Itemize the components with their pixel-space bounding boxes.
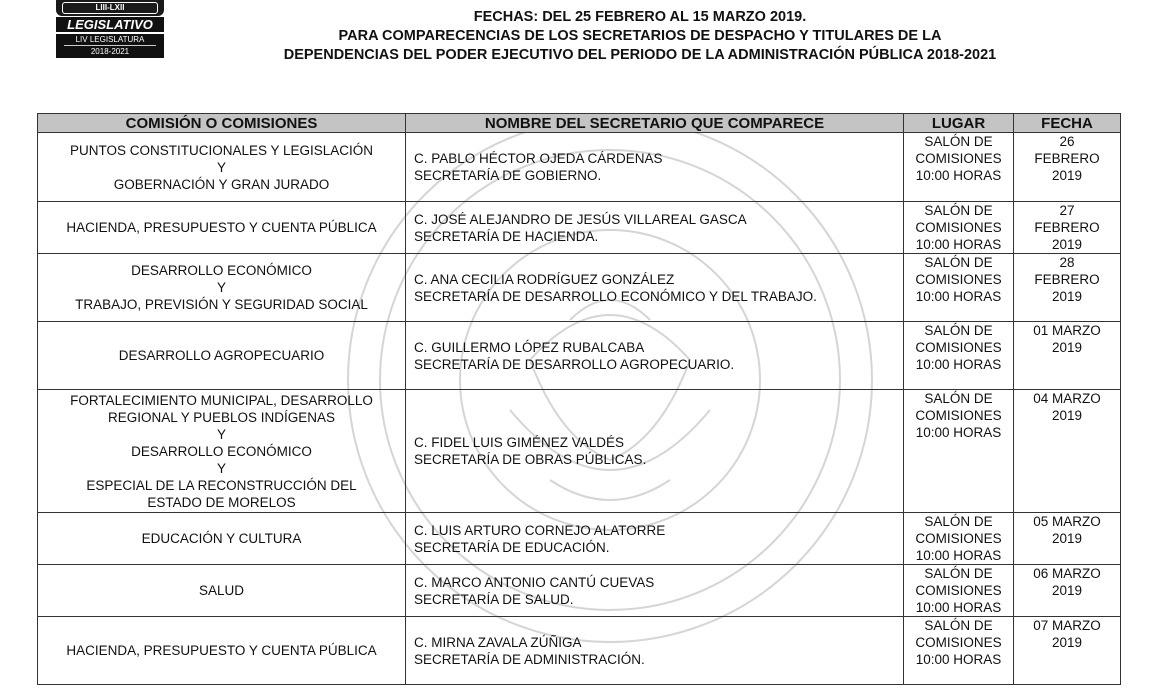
- place-line: 10:00 HORAS: [915, 237, 1002, 252]
- commission-line: Y: [216, 460, 226, 476]
- place-cell: [904, 202, 1014, 254]
- place-line: SALÓN DE: [924, 323, 993, 338]
- secretary-line: C. JOSÉ ALEJANDRO DE JESÚS VILLAREAL GASCA: [414, 211, 747, 227]
- logo-legislatura: LIV LEGISLATURA: [75, 35, 145, 44]
- place-line: COMISIONES: [915, 635, 1002, 650]
- secretary-line: SECRETARÍA DE HACIENDA.: [414, 228, 599, 244]
- place-line: 10:00 HORAS: [915, 652, 1002, 667]
- document-title: [160, 8, 1120, 65]
- date-line: 27: [1059, 203, 1075, 218]
- commission-line: FORTALECIMIENTO MUNICIPAL, DESARROLLO: [70, 392, 373, 408]
- place-line: COMISIONES: [915, 583, 1002, 598]
- date-cell: [1014, 202, 1121, 254]
- secretary-cell: [406, 254, 904, 322]
- commission-line: HACIENDA, PRESUPUESTO Y CUENTA PÚBLICA: [66, 220, 377, 235]
- secretary-line: C. LUIS ARTURO CORNEJO ALATORRE: [414, 522, 666, 538]
- commission-cell: [38, 565, 406, 617]
- logo-bottom-band: [56, 34, 164, 58]
- secretary-line: C. ANA CECILIA RODRÍGUEZ GONZÁLEZ: [414, 271, 675, 287]
- commission-cell: [38, 254, 406, 322]
- title-line-1: FECHAS: DEL 25 FEBRERO AL 15 MARZO 2019.: [473, 9, 807, 25]
- date-cell: [1014, 513, 1121, 565]
- secretary-cell: [406, 133, 904, 202]
- logo-top-band: [56, 0, 164, 16]
- commission-cell: [38, 133, 406, 202]
- date-line: 26: [1059, 134, 1075, 149]
- commission-line: GOBERNACIÓN Y GRAN JURADO: [113, 176, 330, 192]
- schedule-table: [37, 113, 1121, 685]
- logo-top-text: LIII-LXII: [62, 2, 158, 14]
- date-line: 01 MARZO: [1033, 323, 1101, 338]
- date-line: 2019: [1051, 340, 1083, 355]
- date-line: 2019: [1051, 408, 1083, 423]
- place-line: SALÓN DE: [924, 618, 993, 633]
- place-line: COMISIONES: [915, 220, 1002, 235]
- place-cell: [904, 322, 1014, 390]
- place-line: SALÓN DE: [924, 514, 993, 529]
- commission-line: Y: [216, 426, 226, 442]
- table-row: [38, 565, 1121, 617]
- date-line: 2019: [1051, 237, 1083, 252]
- date-cell: [1014, 565, 1121, 617]
- header-place: LUGAR: [904, 114, 1014, 133]
- secretary-cell: [406, 565, 904, 617]
- commission-cell: [38, 322, 406, 390]
- secretary-line: SECRETARÍA DE GOBIERNO.: [414, 168, 602, 183]
- commission-line: EDUCACIÓN Y CULTURA: [141, 531, 302, 546]
- secretary-cell: [406, 617, 904, 685]
- place-line: COMISIONES: [915, 151, 1002, 166]
- secretary-cell: [406, 513, 904, 565]
- date-line: 2019: [1051, 168, 1083, 183]
- secretary-line: C. PABLO HÉCTOR OJEDA CÁRDENAS: [414, 151, 663, 166]
- table-header-row: [38, 114, 1121, 133]
- date-line: 2019: [1051, 289, 1083, 304]
- table-row: [38, 202, 1121, 254]
- table-row: [38, 133, 1121, 202]
- place-cell: [904, 133, 1014, 202]
- commission-cell: [38, 202, 406, 254]
- place-cell: [904, 254, 1014, 322]
- date-line: 06 MARZO: [1033, 566, 1101, 581]
- date-line: 28: [1059, 255, 1075, 270]
- place-cell: [904, 390, 1014, 513]
- header-secretary: NOMBRE DEL SECRETARIO QUE COMPARECE: [406, 114, 904, 133]
- place-cell: [904, 565, 1014, 617]
- title-line-3: DEPENDENCIAS DEL PODER EJECUTIVO DEL PERIODO DE LA ADMINISTRACIÓN PÚBLICA 2018-2021: [283, 47, 997, 63]
- date-cell: [1014, 390, 1121, 513]
- logo-period: 2018-2021: [64, 45, 156, 57]
- place-line: 10:00 HORAS: [915, 600, 1002, 615]
- header-commission: COMISIÓN O COMISIONES: [38, 114, 406, 133]
- secretary-line: SECRETARÍA DE OBRAS PÚBLICAS.: [414, 452, 647, 467]
- commission-line: SALUD: [198, 583, 244, 598]
- commission-line: ESPECIAL DE LA RECONSTRUCCIÓN DEL: [86, 477, 357, 493]
- place-line: SALÓN DE: [924, 203, 993, 218]
- table-row: [38, 390, 1121, 513]
- commission-line: TRABAJO, PREVISIÓN Y SEGURIDAD SOCIAL: [75, 297, 368, 312]
- commission-line: DESARROLLO AGROPECUARIO: [118, 348, 325, 363]
- commission-line: DESARROLLO ECONÓMICO: [131, 443, 312, 459]
- place-line: 10:00 HORAS: [915, 425, 1002, 440]
- place-line: COMISIONES: [915, 340, 1002, 355]
- date-line: FEBRERO: [1034, 151, 1100, 166]
- date-cell: [1014, 133, 1121, 202]
- place-line: COMISIONES: [915, 408, 1002, 423]
- place-line: SALÓN DE: [924, 391, 993, 406]
- commission-line: ESTADO DE MORELOS: [147, 494, 296, 510]
- commission-cell: [38, 390, 406, 513]
- secretary-line: C. MARCO ANTONIO CANTÚ CUEVAS: [414, 574, 655, 590]
- commission-cell: [38, 617, 406, 685]
- secretary-line: SECRETARÍA DE ADMINISTRACIÓN.: [414, 651, 645, 667]
- commission-line: PUNTOS CONSTITUCIONALES Y LEGISLACIÓN: [69, 142, 374, 158]
- date-line: 2019: [1051, 583, 1083, 598]
- date-line: FEBRERO: [1034, 272, 1100, 287]
- commission-cell: [38, 513, 406, 565]
- date-line: 2019: [1051, 531, 1083, 546]
- place-line: 10:00 HORAS: [915, 289, 1002, 304]
- commission-line: REGIONAL Y PUEBLOS INDÍGENAS: [107, 409, 336, 425]
- date-line: 05 MARZO: [1033, 514, 1101, 529]
- commission-line: DESARROLLO ECONÓMICO: [131, 263, 312, 278]
- secretary-line: C. FIDEL LUIS GIMÉNEZ VALDÉS: [414, 435, 625, 450]
- secretary-line: SECRETARÍA DE DESARROLLO AGROPECUARIO.: [414, 356, 735, 372]
- date-line: 04 MARZO: [1033, 391, 1101, 406]
- secretary-line: C. MIRNA ZAVALA ZÚÑIGA: [414, 634, 582, 650]
- secretary-line: C. GUILLERMO LÓPEZ RUBALCABA: [414, 339, 645, 355]
- place-cell: [904, 617, 1014, 685]
- date-cell: [1014, 322, 1121, 390]
- commission-line: Y: [216, 159, 226, 175]
- secretary-cell: [406, 322, 904, 390]
- secretary-line: SECRETARÍA DE SALUD.: [414, 591, 574, 607]
- place-line: SALÓN DE: [924, 255, 993, 270]
- place-cell: [904, 513, 1014, 565]
- table-row: [38, 617, 1121, 685]
- place-line: 10:00 HORAS: [915, 168, 1002, 183]
- commission-line: HACIENDA, PRESUPUESTO Y CUENTA PÚBLICA: [66, 643, 377, 658]
- secretary-cell: [406, 202, 904, 254]
- title-line-2: PARA COMPARECENCIAS DE LOS SECRETARIOS DE DESPACHO Y TITULARES DE LA: [338, 28, 942, 44]
- table-row: [38, 513, 1121, 565]
- secretary-cell: [406, 390, 904, 513]
- place-line: COMISIONES: [915, 272, 1002, 287]
- place-line: COMISIONES: [915, 531, 1002, 546]
- date-cell: [1014, 617, 1121, 685]
- date-line: 07 MARZO: [1033, 618, 1101, 633]
- date-line: 2019: [1051, 635, 1083, 650]
- commission-line: Y: [216, 280, 226, 295]
- place-line: SALÓN DE: [924, 566, 993, 581]
- header-date: FECHA: [1014, 114, 1121, 133]
- secretary-line: SECRETARÍA DE EDUCACIÓN.: [414, 539, 610, 555]
- date-cell: [1014, 254, 1121, 322]
- secretary-line: SECRETARÍA DE DESARROLLO ECONÓMICO Y DEL TRABAJO.: [414, 288, 817, 304]
- logo-name: LEGISLATIVO: [56, 17, 164, 32]
- table-row: [38, 254, 1121, 322]
- legislative-logo: [56, 0, 164, 60]
- place-line: SALÓN DE: [924, 134, 993, 149]
- place-line: 10:00 HORAS: [915, 357, 1002, 372]
- place-line: 10:00 HORAS: [915, 548, 1002, 563]
- table-row: [38, 322, 1121, 390]
- date-line: FEBRERO: [1034, 220, 1100, 235]
